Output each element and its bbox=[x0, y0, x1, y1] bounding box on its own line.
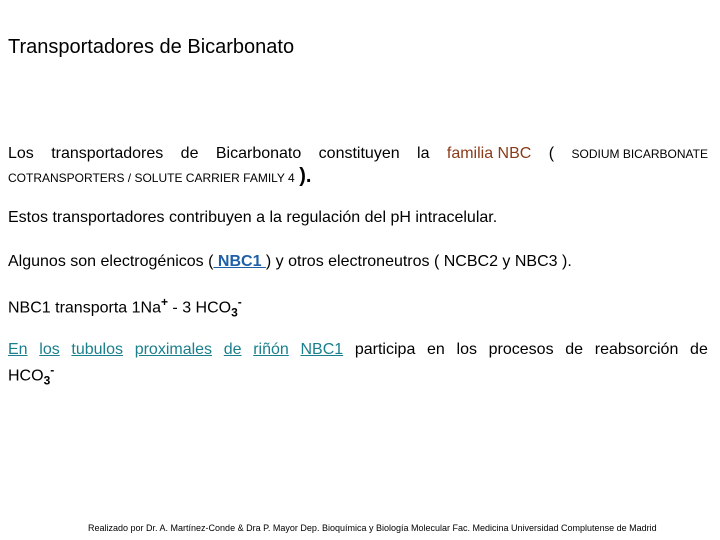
text-b: - 3 HCO bbox=[167, 299, 232, 317]
nbc1-link[interactable]: NBC1 bbox=[213, 253, 266, 270]
minus-superscript: - bbox=[50, 363, 55, 377]
word: de bbox=[180, 145, 199, 162]
paragraph-renal-tubules bbox=[8, 340, 708, 391]
text-a: NBC1 transporta 1Na bbox=[8, 299, 161, 317]
link-word[interactable]: En bbox=[8, 341, 28, 358]
link-word[interactable]: los bbox=[39, 341, 60, 358]
text-after: ) y otros electroneutros ( NCBC2 y NBC3 ). bbox=[265, 253, 572, 270]
close-paren: ). bbox=[299, 165, 312, 187]
paragraph-electrogenic bbox=[8, 252, 572, 272]
link-word[interactable]: de bbox=[223, 341, 242, 358]
word: Los bbox=[8, 145, 34, 162]
three-subscript: 3 bbox=[231, 305, 238, 320]
slide-title: Transportadores de Bicarbonato bbox=[8, 36, 295, 58]
paragraph-nbc-family bbox=[8, 144, 708, 188]
link-word[interactable]: proximales bbox=[134, 341, 213, 358]
family-nbc-highlight: familia NBC bbox=[446, 145, 532, 162]
word: Bicarbonato bbox=[215, 145, 302, 162]
link-word[interactable]: NBC1 bbox=[300, 341, 344, 358]
word: en bbox=[427, 341, 445, 358]
three-subscript: 3 bbox=[43, 373, 51, 388]
plus-superscript: + bbox=[160, 295, 168, 309]
hco-text: HCO bbox=[8, 367, 44, 385]
word: transportadores bbox=[51, 145, 164, 162]
word: participa bbox=[354, 341, 416, 358]
link-word[interactable]: tubulos bbox=[71, 341, 123, 358]
word: reabsorción bbox=[594, 341, 679, 358]
word: de bbox=[690, 341, 708, 358]
word: procesos bbox=[488, 341, 554, 358]
minus-superscript: - bbox=[237, 295, 242, 309]
word: los bbox=[456, 341, 477, 358]
sodium-bicarbonate-text: SODIUM BICARBONATE bbox=[571, 147, 708, 161]
link-word[interactable]: riñón bbox=[253, 341, 289, 358]
word: la bbox=[417, 145, 430, 162]
text-before: Algunos son electrogénicos ( bbox=[8, 253, 214, 270]
footer-credits: Realizado por Dr. A. Martínez-Conde & Dra P. Mayor Dep. Bioquímica y Biología Molecular Fac. Medicina Universidad Complutense de Madrid bbox=[88, 523, 657, 533]
paragraph-ph-regulation: Estos transportadores contribuyen a la regulación del pH intracelular. bbox=[8, 209, 498, 226]
word: constituyen bbox=[318, 145, 400, 162]
paragraph-nbc1-transport bbox=[8, 292, 242, 323]
open-paren: ( bbox=[548, 145, 555, 162]
cotransporters-text: COTRANSPORTERS / SOLUTE CARRIER FAMILY 4 bbox=[8, 171, 295, 185]
word: de bbox=[565, 341, 584, 358]
